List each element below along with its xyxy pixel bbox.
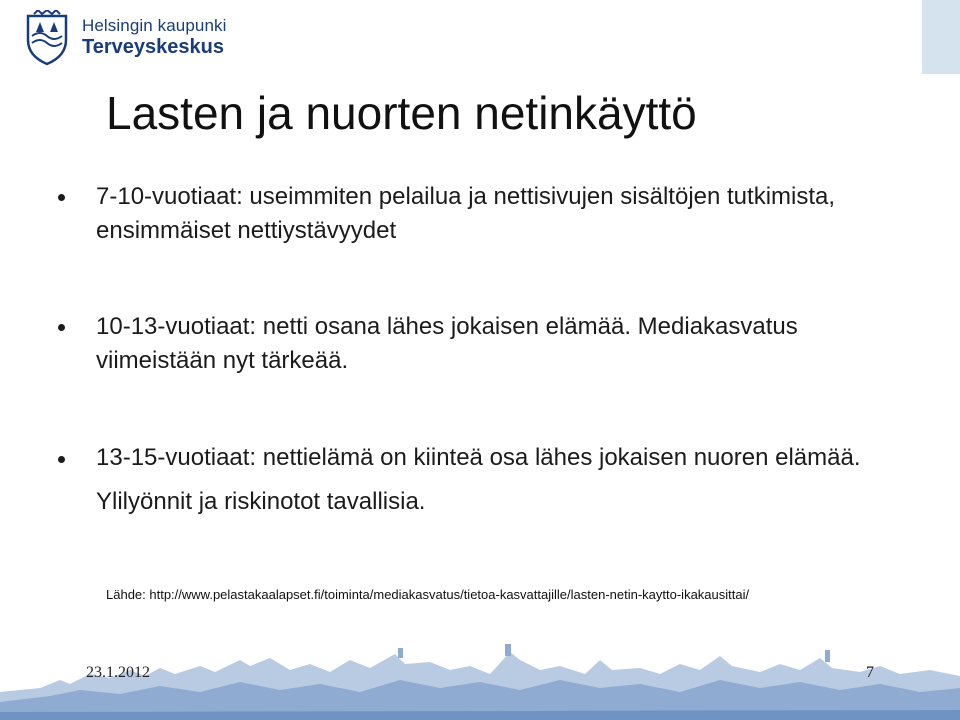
- bullet-text: 7-10-vuotiaat: useimmiten pelailua ja nettisivujen sisältöjen tutkimista, ensimmäiset nettiystävyydet: [96, 183, 836, 244]
- bullet-dot-icon: [58, 456, 65, 463]
- bullet-dot-icon: [58, 194, 65, 201]
- bullet-text: 13-15-vuotiaat: nettielämä on kiinteä osa lähes jokaisen nuoren elämää. Ylilyönnit ja riskinotot tavallisia.: [96, 444, 861, 515]
- bullet-text: 10-13-vuotiaat: netti osana lähes jokaisen elämää. Mediakasvatus viimeistään nyt tärkeää.: [96, 313, 798, 374]
- source-citation: Lähde: http://www.pelastakaalapset.fi/toiminta/mediakasvatus/tietoa-kasvattajille/lasten-netin-kaytto-ikakausittai/: [106, 587, 750, 602]
- organization-unit: Terveyskeskus: [82, 36, 224, 58]
- helsinki-crest-icon: [22, 10, 72, 66]
- organization-city: Helsingin kaupunki: [82, 16, 227, 35]
- footer-page-number: 7: [866, 664, 874, 681]
- bullet-dot-icon: [58, 324, 65, 331]
- slide-title: Lasten ja nuorten netinkäyttö: [106, 87, 697, 139]
- organization-logo: [22, 8, 242, 70]
- header-accent-strip: [922, 0, 960, 74]
- footer-date: 23.1.2012: [86, 664, 150, 681]
